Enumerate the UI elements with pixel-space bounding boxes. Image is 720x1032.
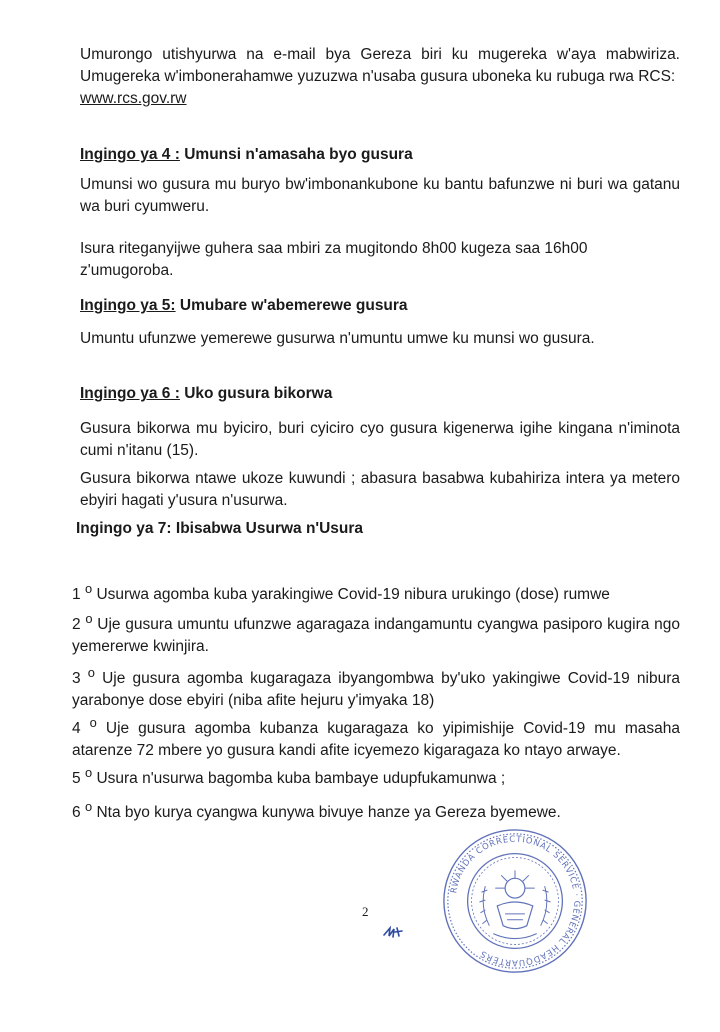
list-item-text: Uje gusura agomba kubanza kugaragaza ko yipimishije Covid-19 mu masaha atarenze 72 mbere yo gusura kandi afite icyemezo kigaragaza ko ntayo arwaye.	[72, 720, 680, 760]
list-item-number: 4	[72, 720, 81, 738]
section-4-label: Ingingo ya 4 :	[80, 146, 180, 163]
initials-signature-icon	[382, 925, 404, 939]
list-item-degree: o	[85, 611, 93, 626]
section-6-title: Uko gusura bikorwa	[179, 385, 333, 402]
section-4-paragraph-2: Isura riteganyijwe guhera saa mbiri za mugitondo 8h00 kugeza saa 16h00 z'umugoroba.	[80, 240, 588, 279]
svg-text:RWANDA CORRECTIONAL SERVICE ·	[449, 835, 581, 968]
section-5-title: Umubare w'abemerewe gusura	[175, 297, 408, 314]
section-4-title: Umunsi n'amasaha byo gusura	[179, 146, 413, 163]
list-item-number: 6	[72, 804, 81, 822]
list-item-text: Usurwa agomba kuba yarakingiwe Covid-19 nibura urukingo (dose) rumwe	[96, 586, 610, 604]
section-6-label: Ingingo ya 6 :	[80, 385, 180, 402]
section-4-heading	[80, 146, 680, 164]
page-number: 2	[362, 904, 369, 919]
list-item	[72, 762, 680, 790]
section-5-paragraph-1: Umuntu ufunzwe yemerewe gusurwa n'umuntu umwe ku munsi wo gusura.	[80, 330, 595, 347]
list-item	[72, 796, 680, 824]
intro-text: Umurongo utishyurwa na e-mail bya Gereza biri ku mugereka w'aya mabwiriza. Umugereka w'imbonerahamwe yuzuzwa n'usaba gusura uboneka ku rubuga rwa RCS:	[80, 46, 680, 85]
intro-paragraph	[80, 44, 680, 110]
list-item	[72, 578, 680, 606]
section-6-paragraph-1: Gusura bikorwa mu byiciro, buri cyiciro cyo gusura kigenerwa igihe kingana n'iminota cumi n'itanu (15).	[80, 420, 680, 459]
list-item-number: 2	[72, 616, 81, 634]
section-6-paragraph-2: Gusura bikorwa ntawe ukoze kuwundi ; abasura basabwa kubahiriza intera ya metero ebyiri hagati y'usura n'usurwa.	[80, 470, 680, 509]
official-seal-icon	[436, 826, 594, 976]
list-item-text: Uje gusura agomba kugaragaza ibyangombwa by'uko yakingiwe Covid-19 nibura yarabonye dose ebyiri (niba afite hejuru y'imyaka 18)	[72, 670, 680, 710]
section-5-heading	[80, 297, 680, 315]
list-item-text: Usura n'usurwa bagomba kuba bambaye udupfukamunwa ;	[96, 770, 506, 788]
list-item-text: Uje gusura umuntu ufunzwe agaragaza indangamuntu cyangwa pasiporo kugira ngo yemererwe kwinjira.	[72, 616, 680, 656]
list-item-degree: o	[84, 799, 93, 814]
list-item-degree: o	[84, 765, 93, 780]
list-item-number: 5	[72, 770, 81, 788]
list-item	[72, 712, 680, 762]
list-item-degree: o	[89, 715, 97, 730]
list-item-text: Nta byo kurya cyangwa kunywa bivuye hanze ya Gereza byemewe.	[96, 804, 561, 822]
seal-text: RWANDA CORRECTIONAL SERVICE · GENERAL HEADQUARTERS	[449, 834, 582, 968]
section-4-paragraph-1: Umunsi wo gusura mu buryo bw'imbonankubone ku bantu bafunzwe ni buri wa gatanu wa buri cyumweru.	[80, 176, 680, 215]
list-item	[72, 662, 680, 712]
section-6-heading	[80, 385, 680, 403]
list-item-degree: o	[84, 581, 93, 596]
section-7-label: Ingingo ya 7: Ibisabwa Usurwa n'Usura	[76, 520, 364, 537]
section-5-label: Ingingo ya 5:	[80, 297, 176, 314]
list-item	[72, 608, 680, 658]
list-item-number: 3	[72, 670, 81, 688]
rcs-website-link[interactable]: www.rcs.gov.rw	[80, 90, 187, 107]
list-item-number: 1	[72, 586, 81, 604]
list-item-degree: o	[87, 665, 95, 680]
section-7-heading	[76, 520, 676, 538]
